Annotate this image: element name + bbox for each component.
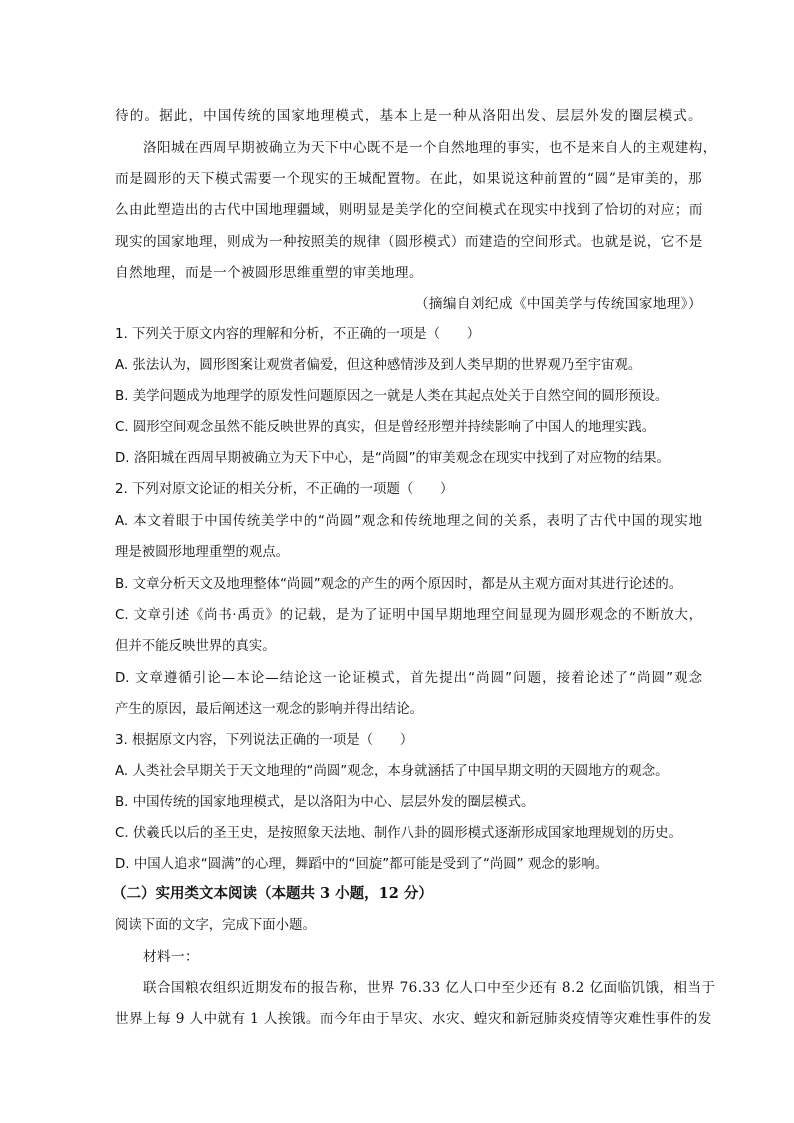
question-2-option-d: D. 文章遵循引论—本论—结论这一论证模式，首先提出“尚圆”问题，接着论述了“尚圆”观念 — [115, 671, 702, 686]
question-2-option-a: A. 本文着眼于中国传统美学中的“尚圆”观念和传统地理之间的关系，表明了古代中国的现实地 — [115, 514, 702, 529]
passage-source: （摘编自刘纪成《中国美学与传统国家地理》） — [414, 296, 702, 312]
question-3-stem: 3. 根据原文内容，下列说法正确的一项是（ ） — [115, 733, 414, 748]
question-1-option-a: A. 张法认为，圆形图案让观赏者偏爱，但这种感情涉及到人类早期的世界观乃至宇宙观。 — [115, 358, 642, 373]
passage-line: 而是圆形的天下模式需要一个现实的王城配置物。在此，如果说这种前置的“圆”是审美的，那 — [115, 171, 702, 187]
material-line: 世界上每 9 人中就有 1 人挨饿。而今年由于旱灾、水灾、蝗灾和新冠肺炎疫情等灾难性事件的发 — [115, 1011, 712, 1027]
question-3-option-d: D. 中国人追求“圆满”的心理，舞蹈中的“回旋”都可能是受到了“尚圆” 观念的影响。 — [115, 857, 609, 872]
material-label: 材料一： — [143, 949, 199, 965]
question-2-option-a-cont: 理是被圆形地理重塑的观点。 — [115, 545, 290, 560]
question-2-option-c: C. 文章引述《尚书·禹贡》的记载，是为了证明中国早期地理空间显现为圆形观念的不断放大， — [115, 608, 702, 623]
question-3-option-b: B. 中国传统的国家地理模式，是以洛阳为中心、层层外发的圈层模式。 — [115, 795, 535, 810]
passage-line: 自然地理，而是一个被圆形思维重塑的审美地理。 — [115, 265, 423, 281]
question-1-option-c: C. 圆形空间观念虽然不能反映世界的真实，但是曾经形塑并持续影响了中国人的地理实践。 — [115, 420, 656, 435]
section-heading: （二）实用类文本阅读（本题共 3 小题，12 分） — [112, 885, 433, 902]
passage-line: 待的。据此，中国传统的国家地理模式，基本上是一种从洛阳出发、层层外发的圈层模式。 — [115, 108, 702, 124]
question-2-stem: 2. 下列对原文论证的相关分析，不正确的一项题（ ） — [115, 482, 454, 497]
passage-line: 么由此塑造出的古代中国地理疆域，则明显是美学化的空间模式在现实中找到了恰切的对应；而 — [115, 202, 703, 218]
question-2-option-d-cont: 产生的原因，最后阐述这一观念的影响并得出结论。 — [115, 702, 423, 717]
question-1-option-b: B. 美学问题成为地理学的原发性问题原因之一就是人类在其起点处关于自然空间的圆形预设。 — [115, 389, 669, 404]
question-3-option-c: C. 伏羲氏以后的圣王史，是按照象天法地、制作八卦的圆形模式逐渐形成国家地理规划的历史。 — [115, 826, 682, 841]
question-1-option-d: D. 洛阳城在西周早期被确立为天下中心，是“尚圆”的审美观念在现实中找到了对应物的结果。 — [115, 451, 670, 466]
question-2-option-c-cont: 但并不能反映世界的真实。 — [115, 639, 276, 654]
material-line: 联合国粮农组织近期发布的报告称，世界 76.33 亿人口中至少还有 8.2 亿面临饥饿，相当于 — [143, 980, 716, 996]
question-2-option-b: B. 文章分析天文及地理整体“尚圆”观念的产生的两个原因时，都是从主观方面对其进行论述的。 — [115, 577, 683, 592]
passage-line: 洛阳城在西周早期被确立为天下中心既不是一个自然地理的事实，也不是来自人的主观建构， — [143, 140, 717, 156]
question-1-stem: 1. 下列关于原文内容的理解和分析，不正确的一项是（ ） — [115, 327, 481, 342]
passage-line: 现实的国家地理，则成为一种按照美的规律（圆形模式）而建造的空间形式。也就是说，它不是 — [115, 234, 703, 250]
section-instruction: 阅读下面的文字，完成下面小题。 — [115, 918, 316, 933]
question-3-option-a: A. 人类社会早期关于天文地理的“尚圆”观念，本身就涵括了中国早期文明的天圆地方的观念。 — [115, 764, 669, 779]
